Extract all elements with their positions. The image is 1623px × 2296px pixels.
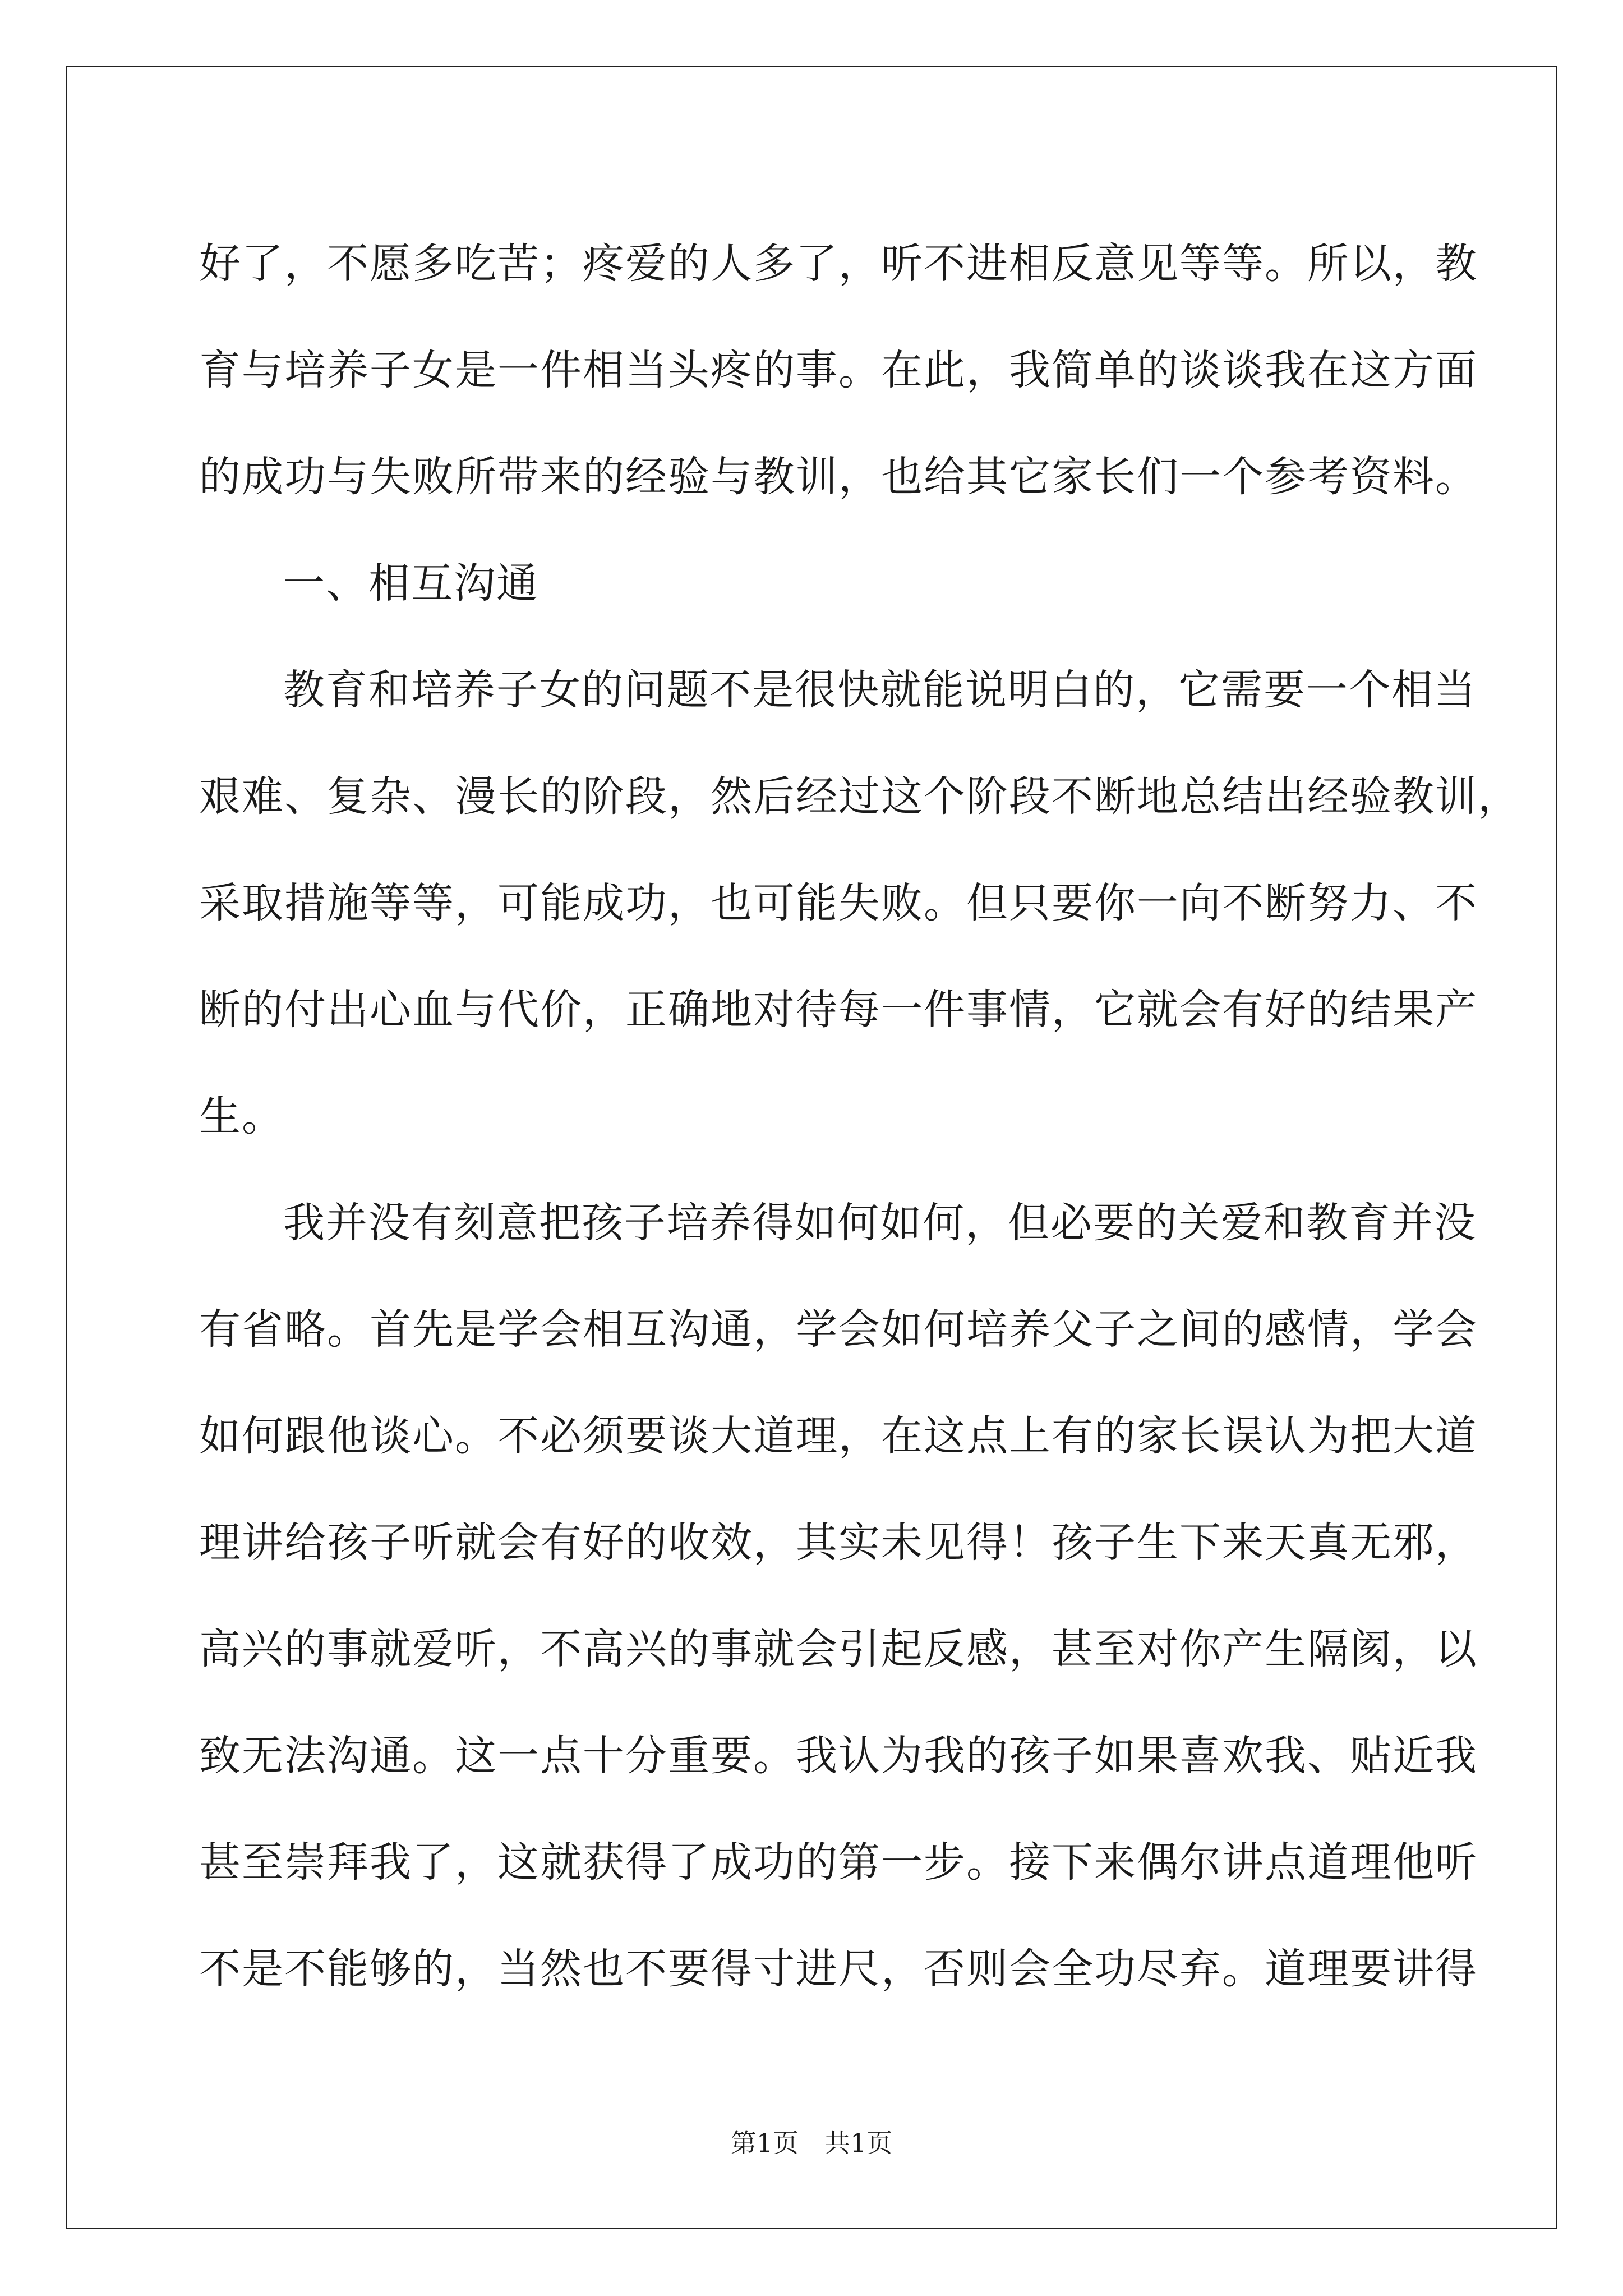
paragraph-line: 采取措施等等，可能成功，也可能失败。但只要你一向不断努力、不 <box>199 879 1478 927</box>
page-footer <box>0 2126 1623 2160</box>
paragraph-line: 不是不能够的，当然也不要得寸进尺，否则会全功尽弃。道理要讲得 <box>199 1945 1478 1993</box>
paragraph-line: 有省略。首先是学会相互沟通，学会如何培养父子之间的感情，学会 <box>199 1305 1478 1354</box>
page-total: 共1页 <box>824 2128 893 2158</box>
paragraph-line: 教育和培养子女的问题不是很快就能说明白的，它需要一个相当 <box>283 666 1477 714</box>
paragraph-line: 艰难、复杂、漫长的阶段，然后经过这个阶段不断地总结出经验教训， <box>199 772 1520 821</box>
paragraph-line: 如何跟他谈心。不必须要谈大道理，在这点上有的家长误认为把大道 <box>199 1412 1478 1460</box>
paragraph-line: 育与培养子女是一件相当头疼的事。在此，我简单的谈谈我在这方面 <box>199 346 1478 394</box>
paragraph-line: 高兴的事就爱听，不高兴的事就会引起反感，甚至对你产生隔阂，以 <box>199 1625 1478 1673</box>
paragraph-line: 甚至崇拜我了，这就获得了成功的第一步。接下来偶尔讲点道理他听 <box>199 1838 1478 1887</box>
document-body <box>199 210 1520 2022</box>
paragraph-line: 我并没有刻意把孩子培养得如何如何，但必要的关爱和教育并没 <box>283 1199 1477 1247</box>
page-number: 第1页 <box>730 2128 799 2158</box>
paragraph-line: 生。 <box>199 1092 284 1140</box>
paragraph-line: 好了，不愿多吃苦；疼爱的人多了，听不进相反意见等等。所以，教 <box>199 240 1478 288</box>
paragraph-line: 的成功与失败所带来的经验与教训，也给其它家长们一个参考资料。 <box>199 453 1478 501</box>
paragraph-line: 致无法沟通。这一点十分重要。我认为我的孩子如果喜欢我、贴近我 <box>199 1732 1478 1780</box>
paragraph-line: 断的付出心血与代价，正确地对待每一件事情，它就会有好的结果产 <box>199 986 1478 1034</box>
section-heading: 一、相互沟通 <box>283 559 539 608</box>
paragraph-line: 理讲给孩子听就会有好的收效，其实未见得！孩子生下来天真无邪， <box>199 1519 1478 1567</box>
